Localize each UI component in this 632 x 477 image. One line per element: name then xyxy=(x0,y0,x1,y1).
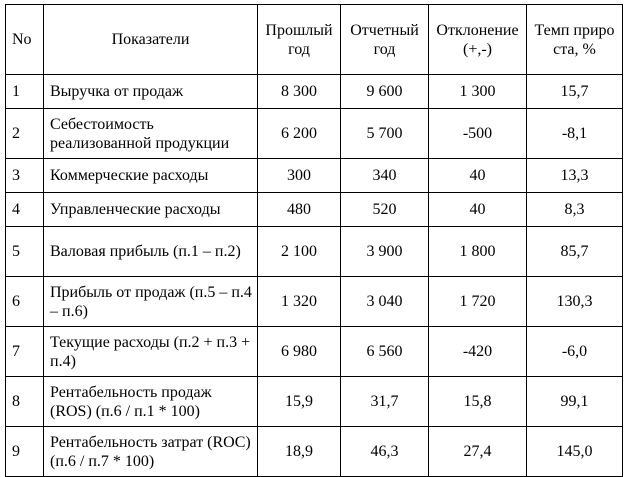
cell-indicator-name: Рентабельность затрат (ROC) (п.6 / п.7 * 100) xyxy=(44,427,258,477)
cell-growth-rate: -6,0 xyxy=(527,327,623,377)
table-row xyxy=(6,109,623,159)
table-row xyxy=(6,75,623,109)
header-growth-rate: Темп прироста, % xyxy=(527,5,623,75)
header-previous-year: Прошлый год xyxy=(258,5,341,75)
cell-indicator-name: Коммерческие расходы xyxy=(44,159,258,193)
cell-deviation: 40 xyxy=(429,159,527,193)
table-row xyxy=(6,193,623,227)
header-no: No xyxy=(6,5,44,75)
table-row xyxy=(6,277,623,327)
cell-previous-year: 6 980 xyxy=(258,327,341,377)
cell-previous-year: 300 xyxy=(258,159,341,193)
header-deviation: Отклонение (+,-) xyxy=(429,5,527,75)
cell-growth-rate: 15,7 xyxy=(527,75,623,109)
cell-indicator-name: Рентабельность продаж (ROS) (п.6 / п.1 * 100) xyxy=(44,377,258,427)
cell-indicator-name: Прибыль от продаж (п.5 – п.4 – п.6) xyxy=(44,277,258,327)
cell-deviation: 27,4 xyxy=(429,427,527,477)
cell-previous-year: 18,9 xyxy=(258,427,341,477)
cell-reporting-year: 5 700 xyxy=(341,109,429,159)
table-row xyxy=(6,427,623,477)
cell-indicator-name: Себестоимость реализованной продукции xyxy=(44,109,258,159)
cell-growth-rate: 99,1 xyxy=(527,377,623,427)
cell-deviation: 1 720 xyxy=(429,277,527,327)
cell-indicator-name: Управленческие расходы xyxy=(44,193,258,227)
cell-growth-rate: 8,3 xyxy=(527,193,623,227)
cell-row-number: 7 xyxy=(6,327,44,377)
cell-indicator-name: Текущие расходы (п.2 + п.3 + п.4) xyxy=(44,327,258,377)
table-row xyxy=(6,327,623,377)
cell-previous-year: 1 320 xyxy=(258,277,341,327)
cell-reporting-year: 6 560 xyxy=(341,327,429,377)
cell-previous-year: 6 200 xyxy=(258,109,341,159)
cell-reporting-year: 46,3 xyxy=(341,427,429,477)
cell-growth-rate: 85,7 xyxy=(527,227,623,277)
cell-deviation: 40 xyxy=(429,193,527,227)
cell-growth-rate: 13,3 xyxy=(527,159,623,193)
cell-row-number: 1 xyxy=(6,75,44,109)
cell-indicator-name: Валовая прибыль (п.1 – п.2) xyxy=(44,227,258,277)
table-row xyxy=(6,159,623,193)
cell-reporting-year: 3 900 xyxy=(341,227,429,277)
cell-reporting-year: 340 xyxy=(341,159,429,193)
table-header-row xyxy=(6,5,623,75)
cell-reporting-year: 9 600 xyxy=(341,75,429,109)
cell-deviation: 1 800 xyxy=(429,227,527,277)
header-indicators: Показатели xyxy=(44,5,258,75)
financial-indicators-table xyxy=(5,4,623,477)
cell-row-number: 2 xyxy=(6,109,44,159)
cell-deviation: 1 300 xyxy=(429,75,527,109)
cell-indicator-name: Выручка от продаж xyxy=(44,75,258,109)
cell-previous-year: 2 100 xyxy=(258,227,341,277)
cell-reporting-year: 31,7 xyxy=(341,377,429,427)
cell-growth-rate: 145,0 xyxy=(527,427,623,477)
financial-indicators-document xyxy=(5,4,623,477)
cell-reporting-year: 520 xyxy=(341,193,429,227)
cell-previous-year: 8 300 xyxy=(258,75,341,109)
cell-previous-year: 15,9 xyxy=(258,377,341,427)
cell-deviation: -420 xyxy=(429,327,527,377)
cell-row-number: 4 xyxy=(6,193,44,227)
table-row xyxy=(6,227,623,277)
table-row xyxy=(6,377,623,427)
cell-reporting-year: 3 040 xyxy=(341,277,429,327)
header-reporting-year: Отчетный год xyxy=(341,5,429,75)
cell-growth-rate: -8,1 xyxy=(527,109,623,159)
cell-row-number: 5 xyxy=(6,227,44,277)
cell-row-number: 3 xyxy=(6,159,44,193)
cell-row-number: 8 xyxy=(6,377,44,427)
cell-row-number: 6 xyxy=(6,277,44,327)
cell-growth-rate: 130,3 xyxy=(527,277,623,327)
cell-previous-year: 480 xyxy=(258,193,341,227)
cell-deviation: -500 xyxy=(429,109,527,159)
cell-row-number: 9 xyxy=(6,427,44,477)
cell-deviation: 15,8 xyxy=(429,377,527,427)
